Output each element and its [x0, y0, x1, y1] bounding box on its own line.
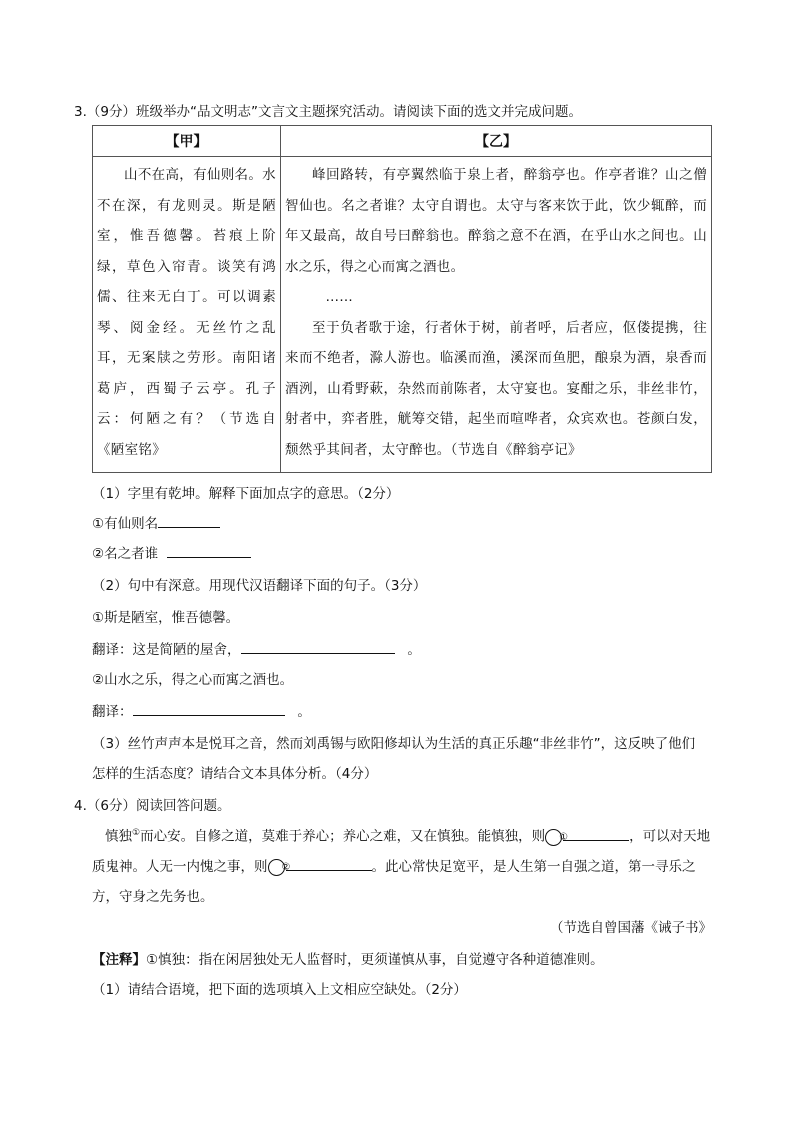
q3-sub3-line2: 怎样的生活态度？请结合文本具体分析。（4分） [92, 766, 378, 782]
period: 。 [407, 642, 421, 658]
answer-blank[interactable] [158, 513, 220, 528]
q3-sub1-b [92, 542, 251, 562]
q3-sub2-a-translation [92, 638, 421, 658]
q3-sub2-a [92, 606, 239, 626]
blank-number-1: ① [545, 829, 562, 846]
yi-cell [281, 157, 712, 473]
passage-text: 而心安。自修之道，莫难于养心；养心之难，又在慎独。能慎独，则 [140, 828, 546, 845]
q4-sub1: （1）请结合语境，把下面的选项填入上文相应空缺处。（2分） [92, 982, 467, 998]
q4-heading: 4.（6分）阅读回答问题。 [74, 798, 231, 814]
item-number: ② [92, 672, 105, 688]
translation-label: 翻译：这是简陋的屋舍， [92, 642, 241, 658]
q3-sub2: （2）句中有深意。用现代汉语翻译下面的句子。（3分） [92, 578, 427, 594]
sentence-text: 斯是陋室，惟吾德馨。 [104, 610, 240, 626]
answer-blank-2[interactable] [286, 856, 372, 871]
q3-sub2-b-translation [92, 700, 311, 720]
jia-header: 【甲】 [93, 126, 281, 157]
q4-note [92, 948, 604, 968]
q3-sub3-line1: （3）丝竹声声本是悦耳之音，然而刘禹锡与欧阳修却认为生活的真正乐趣“非丝非竹”，这反映了他们 [92, 736, 696, 752]
q4-source: （节选自曾国藩《诫子书》 [550, 920, 712, 936]
period: 。 [297, 704, 311, 720]
item-number: ② [92, 546, 105, 562]
q3-heading: 3.（9分）班级举办“品文明志”文言文主题探究活动。请阅读下面的选文并完成问题。 [74, 104, 582, 120]
yi-passage-2: 至于负者歌于途，行者休于树，前者呼，后者应，伛偻提携，往来而不绝者，滁人游也。临溪而渔，溪深而鱼肥，酿泉为酒，泉香而酒洌，山肴野蔌，杂然而前陈者，太守宴也。宴酣之乐，非丝非竹，射者中，弈者胜，觥筹交错，起坐而喧哗者，众宾欢也。苍颜白发，颓然乎其间者，太守醉也。（节选自《醉翁亭记》 [285, 319, 707, 458]
passage-text: 。此心常快足宽平，是人生第一自强之道，第一寻乐之方，守身之先务也。 [92, 858, 696, 905]
jia-passage: 山不在高，有仙则名。水不在深，有龙则灵。斯是陋室，惟吾德馨。苔痕上阶绿，草色入帘青。谈笑有鸿儒、往来无白丁。可以调素琴、阅金经。无丝竹之乱耳，无案牍之劳形。南阳诸葛庐，西蜀子云亭。孔子云：何陋之有？（节选自《陋室铭》 [97, 167, 276, 458]
jia-cell [93, 157, 281, 473]
footnote-marker: ① [132, 828, 141, 838]
q3-sub2-b [92, 668, 293, 688]
item-number: ① [92, 516, 105, 532]
q4-passage [92, 818, 712, 912]
yi-ellipsis: …… [325, 289, 354, 305]
translation-label: 翻译： [92, 704, 133, 720]
note-text: ①慎独：指在闲居独处无人监督时，更须谨慎从事，自觉遵守各种道德准则。 [146, 952, 604, 968]
passage-text: ，可以对天地质鬼神。人无一内愧之事，则 [92, 828, 711, 875]
answer-blank-1[interactable] [563, 826, 629, 841]
term-text: 有仙则名 [104, 516, 159, 532]
yi-passage-1: 峰回路转，有亭翼然临于泉上者，醉翁亭也。作亭者谁？山之僧智仙也。名之者谁？太守自谓也。太守与客来饮于此，饮少辄醉，而年又最高，故自号曰醉翁也。醉翁之意不在酒，在乎山水之间也。山水之乐，得之心而寓之酒也。 [285, 167, 707, 275]
term-text: 名之者谁 [104, 546, 159, 562]
q3-sub1-a [92, 512, 220, 532]
passage-table [92, 125, 712, 473]
blank-number-2: ② [268, 859, 285, 876]
answer-blank[interactable] [241, 639, 395, 654]
item-number: ① [92, 610, 105, 626]
answer-blank[interactable] [167, 543, 251, 558]
q3-sub1: （1）字里有乾坤。解释下面加点字的意思。（2分） [92, 486, 400, 502]
yi-header: 【乙】 [281, 126, 712, 157]
note-label: 【注释】 [92, 952, 146, 968]
passage-text: 慎独 [105, 828, 132, 845]
answer-blank[interactable] [133, 701, 285, 716]
sentence-text: 山水之乐，得之心而寓之酒也。 [104, 672, 294, 688]
